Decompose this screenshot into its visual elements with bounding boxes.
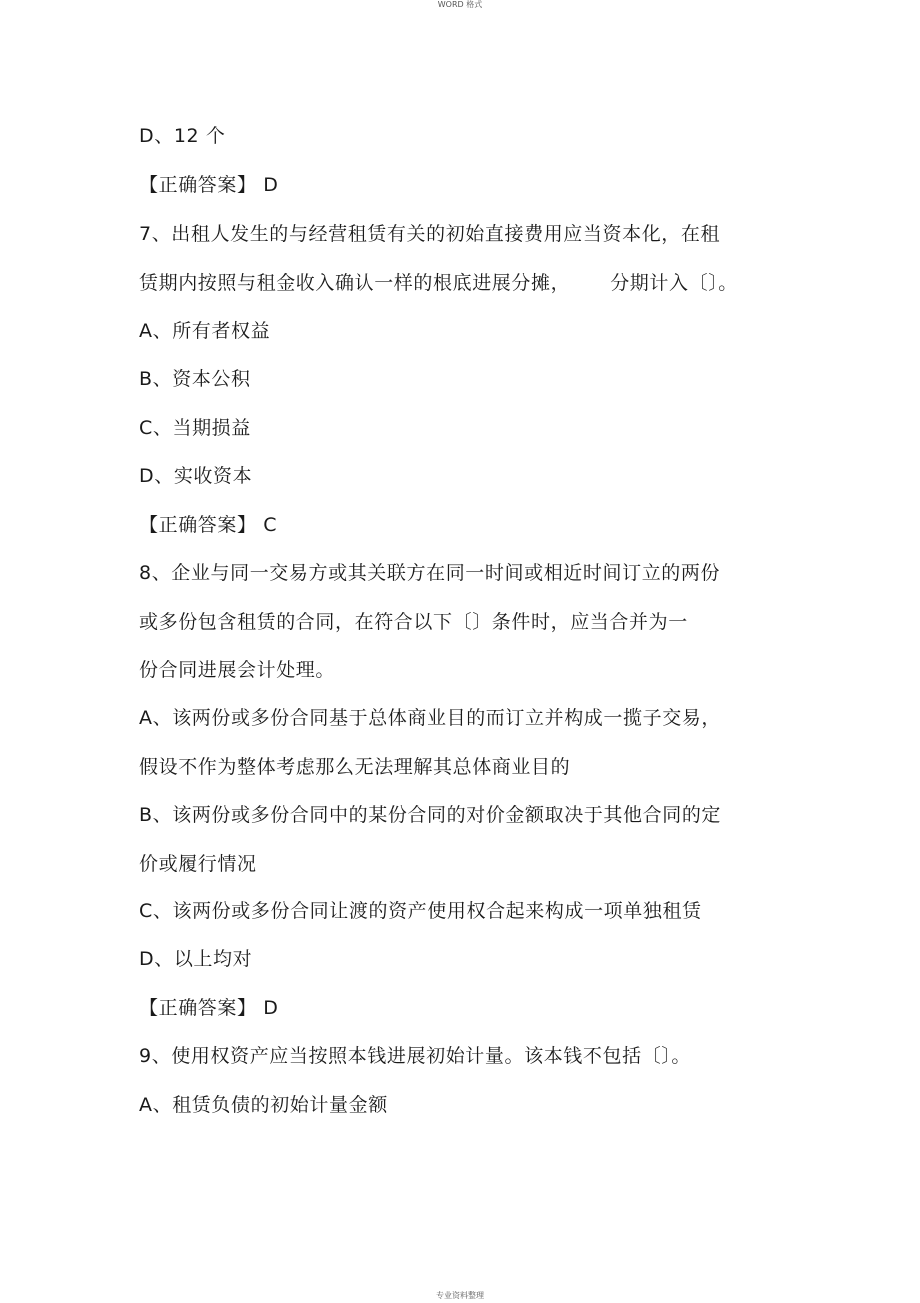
q7-option-d: D、实收资本 bbox=[139, 465, 253, 487]
q8-question-line3: 份合同进展会计处理。 bbox=[139, 659, 336, 681]
q8-option-a-line2: 假设不作为整体考虑那么无法理解其总体商业目的 bbox=[139, 756, 571, 778]
q8-question-line2: 或多份包含租赁的合同，在符合以下〔〕条件时，应当合并为一 bbox=[139, 611, 688, 633]
q7-option-a: A、所有者权益 bbox=[139, 320, 271, 342]
q6-option-d: D、12 个 bbox=[139, 125, 226, 147]
q7-option-b: B、资本公积 bbox=[139, 368, 251, 390]
q9-question: 9、使用权资产应当按照本钱进展初始计量。该本钱不包括〔〕。 bbox=[139, 1045, 691, 1067]
page-header: WORD 格式 bbox=[437, 0, 483, 9]
q8-option-d: D、以上均对 bbox=[139, 948, 253, 970]
q9-option-a: A、租赁负债的初始计量金额 bbox=[139, 1094, 388, 1116]
q8-answer: 【正确答案】 D bbox=[139, 997, 279, 1019]
q7-answer: 【正确答案】 C bbox=[139, 514, 278, 536]
q7-question-line1: 7、出租人发生的与经营租赁有关的初始直接费用应当资本化，在租 bbox=[139, 223, 721, 245]
q8-option-b-line1: B、该两份或多份合同中的某份合同的对价金额取决于其他合同的定 bbox=[139, 804, 722, 826]
q7-question-line2-part1: 赁期内按照与租金收入确认一样的根底进展分摊， bbox=[139, 272, 571, 294]
q8-question-line1: 8、企业与同一交易方或其关联方在同一时间或相近时间订立的两份 bbox=[139, 562, 721, 584]
page-footer: 专业资料整理 bbox=[436, 1291, 484, 1300]
q8-option-c: C、该两份或多份合同让渡的资产使用权合起来构成一项单独租赁 bbox=[139, 900, 702, 922]
q7-question-line2 bbox=[139, 271, 738, 295]
q7-option-c: C、当期损益 bbox=[139, 417, 251, 439]
q8-option-a-line1: A、该两份或多份合同基于总体商业目的而订立并构成一揽子交易， bbox=[139, 707, 721, 729]
q6-answer: 【正确答案】 D bbox=[139, 174, 279, 196]
q7-question-line2-part2: 分期计入〔〕。 bbox=[610, 272, 738, 294]
q8-option-b-line2: 价或履行情况 bbox=[139, 853, 257, 875]
